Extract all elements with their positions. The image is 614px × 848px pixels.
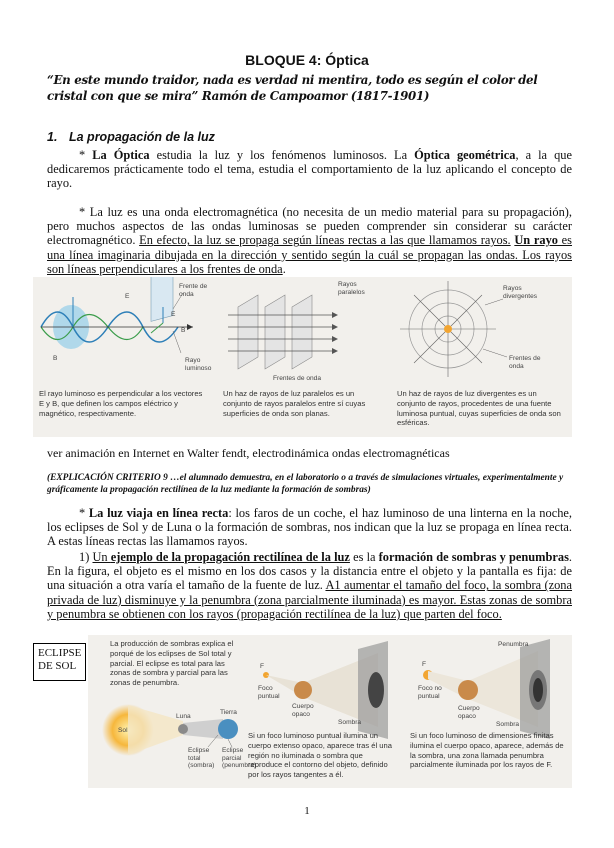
underlined-text: Un [92,550,111,564]
underlined-text: En efecto, la luz se propaga según líneas rectas a las que llamamos rayos. [139,233,511,248]
bold-term: formación de sombras y penumbras [378,550,569,564]
eclipse-label-box: ECLIPSE DE SOL [33,643,86,681]
underlined-text: es una línea imaginaria dibujada en la dirección y sentido según la cuál se propagan las ondas. Los rayos son líneas perpendiculares a los frentes de onda [47,233,573,276]
bold-term: Óptica geométrica [414,148,516,162]
underlined-text: A1 aumentar el tamaño del foco, la sombra (zona privada de luz) disminuye y la penumbra (zona parcialmente iluminada) es mayor. Estas zonas de sombra y penumbra se obtienen con los rayos (propagación rectilínea de la luz) que parten del foco. [47,578,573,621]
criterio-prefix: (EXPLICACIÓN CRITERIO 9 [47,473,168,483]
paragraph-optica [47,148,572,191]
text: . [282,261,286,276]
caption-panel1: El rayo luminoso es perpendicular a los vectores E y B, que definen los campos eléctrico y magnético, respectivamente. [39,389,203,418]
bold-term: La luz viaja en línea recta [88,506,229,520]
text: * La luz es una onda electromagnética (no necesita de un medio material para su propagación), pero muchos aspectos de las ondas luminosas se pueden comprender sin considerar su carácter electromagnético. [47,205,572,248]
paragraph-onda [47,205,572,276]
label-sombra: Sombra [338,719,362,726]
caption-panel2: Un haz de rayos de luz paralelos es un conjunto de rayos paralelos entre sí cuyas superficies de onda son planas. [223,389,366,418]
text: . En la figura, el objeto es el mismo en los dos casos y la distancia entre el objeto y la pantalla es fija: de una situación a otra varía el tamaño de la fuente de luz. [47,550,573,593]
caption-panel3: Un haz de rayos de luz divergentes es un conjunto de rayos, procedentes de una fuente luminosa puntual, cuyas superficies de onda son esféricas. [397,389,561,428]
epigraph-quote: “En este mundo traidor, nada es verdad ni mentira, todo es según el color del cristal con que se mira” Ramón de Campoamor (1817-1901) [47,73,538,103]
paragraph-sombras [47,550,572,621]
label-cuerpo-opaco-2: Cuerpo opaco [458,705,480,720]
page-number: 1 [304,805,310,817]
text: : los faros de un coche, el haz luminoso de una linterna en la noche, los eclipses de Sol y de Luna o la formación de sombras, nos indican que la luz se propaga en línea recta. A estas líneas rectas las llamamos rayos. [47,506,572,549]
label-e-vector: E [125,293,130,300]
caption-eclipse: La producción de sombras explica el porqué de los eclipses de Sol total y parcial. El eclipse es total para las zonas de sombra y parcial para las zonas de penumbra. [110,639,234,688]
bold-term: La Óptica [92,148,150,162]
text: estudia la luz y los fenómenos luminosos. La [149,148,415,162]
label-cuerpo-opaco: Cuerpo opaco [292,703,314,718]
text: * [79,148,93,162]
label-eclipse-total: Eclipse total (sombra) [188,747,215,770]
text: * [79,506,89,520]
text: 1) [79,550,93,564]
caption-point-source: Si un foco luminoso puntual ilumina un cuerpo extenso opaco, aparece tras él una región no iluminada o sombra que reproduce el contorno del objeto, definido por los rayos tangentes a él. [248,731,392,780]
label-sol: Sol [118,727,128,734]
section-heading [47,130,215,144]
label-e-vector-2: E [171,311,176,318]
label-b-vector-2: B [181,327,186,334]
criterio-text: …el alumnado demuestra, en el laboratorio o a través de simulaciones virtuales, experimentalmente y gráficamente la propagación rectilínea de la luz mediante la formación de sombras) [47,473,564,495]
section-title: La propagación de la luz [69,130,215,144]
figure-rays [33,277,572,437]
label-f: F [260,663,265,670]
criterio-note [47,472,577,496]
label-rayos-paralelos: Rayos paralelos [338,281,365,296]
label-frente-onda: Frente de onda [179,283,208,298]
text: , a la que dedicaremos prácticamente todo el tema, estudia el comportamiento de la luz aplicando el concepto de rayo. [47,148,572,191]
label-foco-puntual: Foco puntual [258,685,280,700]
label-foco-no-puntual: Foco no puntual [418,685,442,700]
page-title: BLOQUE 4: Óptica [245,52,369,68]
label-luna: Luna [176,713,191,720]
label-penumbra: Penumbra [498,641,529,648]
label-b-vector: B [53,355,58,362]
label-frentes-onda-2: Frentes de onda [509,355,541,370]
figure-shadows [88,635,572,788]
label-sombra-2: Sombra [496,721,520,728]
bold-underlined-term: ejemplo de la propagación rectilínea de la luz [110,550,350,564]
text: es la [349,550,379,564]
parallel-rays-diagram [228,295,338,369]
divergent-rays-diagram [400,281,507,377]
paragraph-linea-recta [47,506,572,549]
section-number: 1. [47,130,58,144]
label-rayo-luminoso: Rayo luminoso [185,357,212,372]
label-frentes-onda: Frentes de onda [273,375,322,382]
caption-extended-source: Si un foco luminoso de dimensiones finitas ilumina el cuerpo opaco, aparece, además de la sombra, una zona llamada penumbra parcialmente iluminada por los rayos de F. [410,731,564,770]
animation-note: ver animación en Internet en Walter fendt, electrodinámica ondas electromagnéticas [47,446,450,460]
label-eclipse-parcial: Eclipse parcial (penumbra) [222,747,257,770]
bold-underlined-term: Un rayo [514,233,558,248]
label-rayos-divergentes: Rayos divergentes [503,285,538,300]
label-tierra: Tierra [220,709,237,716]
label-f-2: F [422,661,427,668]
